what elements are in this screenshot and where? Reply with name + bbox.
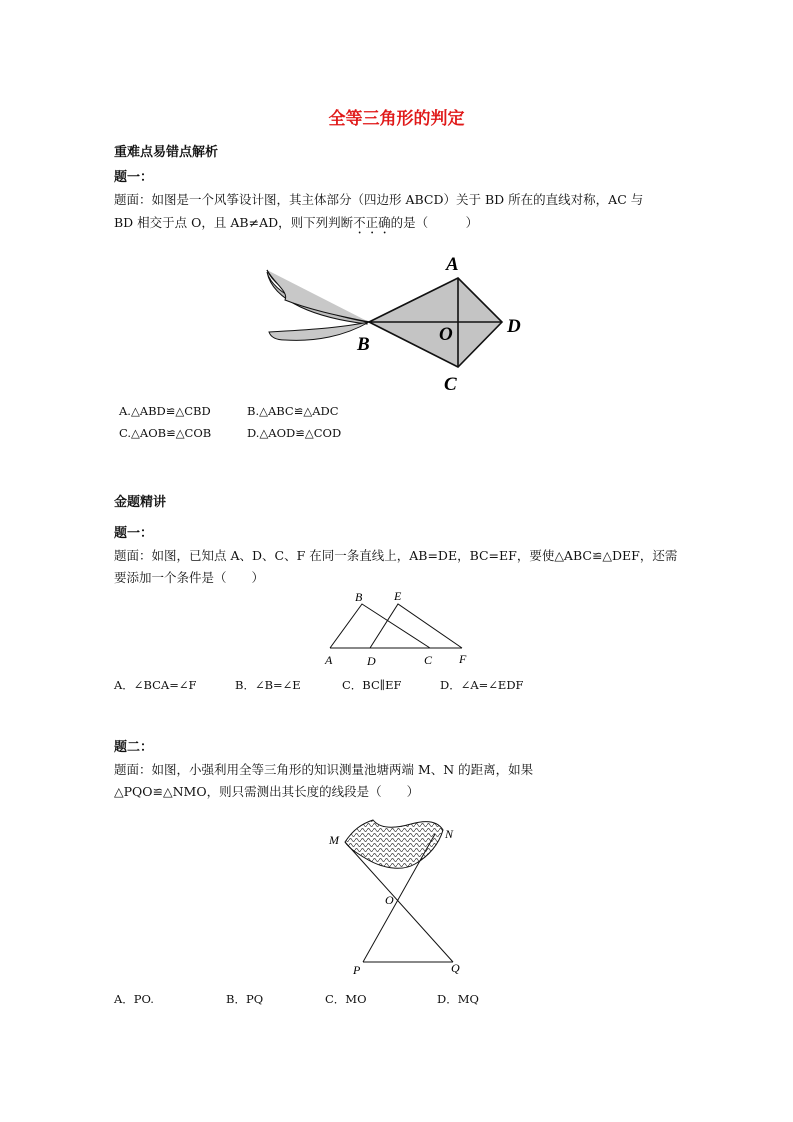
question-label: 题一： (114, 170, 154, 185)
kite-tail-lower-ribbon (269, 322, 369, 340)
label-e: E (394, 589, 402, 603)
question-label: 题二： (114, 740, 154, 755)
option-c: C.△AOB≌△COB (119, 426, 212, 440)
label-q: Q (451, 961, 460, 975)
emphasized-not-correct: 不正确 (353, 215, 391, 230)
q2-option-b: B．PQ (226, 992, 264, 1006)
label-o: O (439, 324, 453, 345)
q1-option-b: B．∠B=∠E (235, 678, 301, 692)
question1-text-line2: 要添加一个条件是（ ） (114, 570, 265, 585)
page-title: 全等三角形的判定 (328, 109, 465, 129)
q1-option-a: A．∠BCA=∠F (114, 678, 197, 692)
triangles-figure (320, 586, 480, 670)
label-b: B (355, 590, 363, 604)
label-o: O (385, 893, 394, 907)
option-d: D.△AOD≌△COD (247, 426, 342, 440)
label-a: A (446, 254, 459, 275)
option-b: B.△ABC≌△ADC (247, 404, 339, 418)
pond-figure (325, 812, 475, 982)
q1-option-d: D．∠A=∠EDF (440, 678, 524, 692)
label-a: A (325, 653, 333, 667)
label-p: P (353, 963, 361, 977)
q2-option-a: A．PO. (114, 992, 154, 1006)
q1-option-c: C．BC∥EF (342, 678, 402, 692)
question2-text-line1: 题面：如图，小强利用全等三角形的知识测量池塘两端 M、N 的距离，如果 (114, 762, 534, 777)
question1-text-line1: 题面：如图，已知点 A、D、C、F 在同一条直线上，AB=DE，BC=EF，要使△ABC≌△DEF，还需 (114, 548, 678, 563)
question-text-line2 (114, 211, 684, 237)
pond-shape (345, 820, 443, 868)
question-label: 题一： (114, 526, 154, 541)
q2-option-c: C．MO (325, 992, 367, 1006)
section-heading-difficult-points: 重难点易错点解析 (114, 145, 219, 160)
label-f: F (459, 652, 467, 666)
label-c: C (444, 374, 457, 395)
question-text-part: 的是（ ） (390, 215, 479, 230)
question-text-line1: 题面：如图是一个风筝设计图，其主体部分（四边形 ABCD）关于 BD 所在的直线对称，AC 与 (114, 192, 644, 207)
section-heading-golden-questions: 金题精讲 (114, 495, 167, 510)
label-d: D (507, 316, 521, 337)
option-a: A.△ABD≌△CBD (119, 404, 211, 418)
label-b: B (357, 334, 370, 355)
label-n: N (445, 827, 454, 841)
question2-text-line2: △PQO≌△NMO，则只需测出其长度的线段是（ ） (114, 784, 420, 799)
q2-option-d: D．MQ (437, 992, 479, 1006)
label-m: M (329, 833, 339, 847)
label-d: D (367, 654, 376, 668)
triangle-def (370, 604, 462, 648)
label-c: C (424, 653, 433, 667)
kite-figure (255, 250, 545, 395)
question-text-part: BD 相交于点 O，且 AB≠AD，则下列判断 (114, 215, 354, 230)
triangle-abc (330, 604, 430, 648)
